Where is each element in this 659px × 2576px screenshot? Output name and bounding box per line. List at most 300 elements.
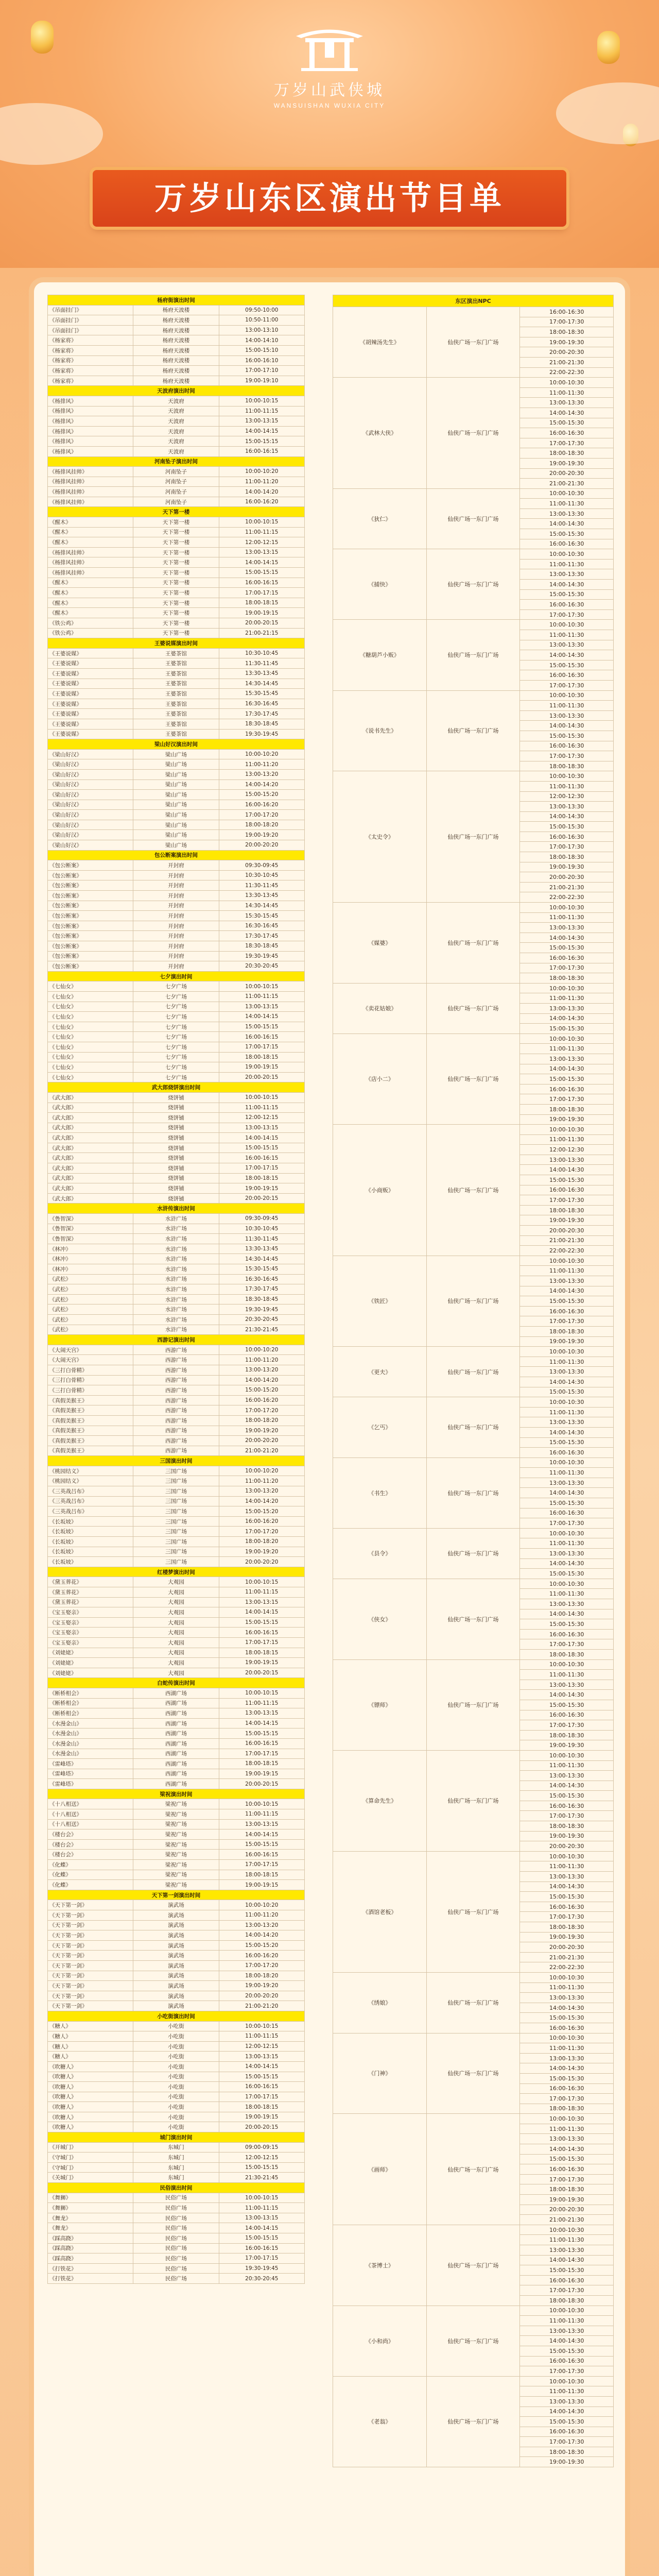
show-time: 10:00-10:20 <box>219 749 304 759</box>
table-row <box>48 1749 305 1759</box>
show-time: 15:00-15:15 <box>219 2233 304 2244</box>
venue: 演武场 <box>133 1951 219 1961</box>
npc-time: 18:00-18:30 <box>520 2295 614 2306</box>
venue: 杨府天波楼 <box>133 355 219 366</box>
npc-time: 15:00-15:30 <box>520 1791 614 1801</box>
npc-name: 《酒馆老板》 <box>333 1851 427 1972</box>
venue: 西游广场 <box>133 1436 219 1446</box>
section-title: 河南坠子演出时间 <box>48 456 305 467</box>
show-time: 12:00-12:15 <box>219 2153 304 2163</box>
npc-location: 仙侠广场一东门广场 <box>426 1972 520 2033</box>
show-name: 《醒木》 <box>48 598 133 608</box>
show-time: 10:00-10:20 <box>219 1345 304 1355</box>
show-name: 《七仙女》 <box>48 1012 133 1022</box>
npc-time: 17:00-17:30 <box>520 1811 614 1821</box>
venue: 天下第一楼 <box>133 588 219 598</box>
table-row <box>333 983 614 993</box>
venue: 小吃街 <box>133 2041 219 2052</box>
section-header <box>48 2011 305 2021</box>
table-row <box>48 1860 305 1870</box>
venue: 西游广场 <box>133 1395 219 1405</box>
show-name: 《醒木》 <box>48 608 133 618</box>
schedule-panel <box>34 282 625 2576</box>
npc-time: 11:00-11:30 <box>520 1589 614 1599</box>
show-time: 13:00-13:20 <box>219 1486 304 1497</box>
npc-time: 10:00-10:30 <box>520 1397 614 1408</box>
section-header <box>48 1678 305 1688</box>
venue: 七夕广场 <box>133 1002 219 1012</box>
venue: 七夕广场 <box>133 1022 219 1032</box>
npc-name: 《乞丐》 <box>333 1397 427 1458</box>
venue: 小吃街 <box>133 2122 219 2132</box>
npc-time: 19:00-19:30 <box>520 1831 614 1841</box>
venue: 烧饼铺 <box>133 1113 219 1123</box>
show-time: 09:00-09:15 <box>219 2142 304 2153</box>
lantern-icon <box>597 31 620 64</box>
section-header <box>48 638 305 649</box>
venue: 演武场 <box>133 1981 219 1991</box>
show-name: 《王婆说媒》 <box>48 658 133 669</box>
venue: 烧饼铺 <box>133 1123 219 1133</box>
table-row <box>48 527 305 537</box>
npc-time: 15:00-15:30 <box>520 2013 614 2023</box>
show-name: 《武大郎》 <box>48 1103 133 1113</box>
npc-time: 13:00-13:30 <box>520 398 614 408</box>
npc-time: 10:00-10:30 <box>520 488 614 499</box>
table-row <box>48 981 305 992</box>
table-row <box>48 517 305 528</box>
show-time: 19:00-19:15 <box>219 1658 304 1668</box>
npc-time: 16:00-16:30 <box>520 670 614 681</box>
show-name: 《吹糖人》 <box>48 2112 133 2122</box>
venue: 演武场 <box>133 2001 219 2011</box>
venue: 三国广场 <box>133 1537 219 1547</box>
table-row <box>48 2082 305 2092</box>
npc-name: 《太史令》 <box>333 771 427 903</box>
npc-time: 15:00-15:30 <box>520 1437 614 1448</box>
table-row <box>48 1516 305 1527</box>
show-time: 11:00-11:15 <box>219 2203 304 2213</box>
table-row <box>48 598 305 608</box>
show-time: 17:00-17:15 <box>219 1637 304 1648</box>
show-name: 《长坂坡》 <box>48 1547 133 1557</box>
show-time: 10:00-10:15 <box>219 1577 304 1587</box>
show-name: 《杨排风》 <box>48 436 133 447</box>
show-time: 20:00-20:15 <box>219 2122 304 2132</box>
show-time: 10:00-10:20 <box>219 1900 304 1910</box>
npc-time: 13:00-13:30 <box>520 802 614 812</box>
show-time: 11:00-11:15 <box>219 1587 304 1598</box>
show-time: 11:00-11:15 <box>219 991 304 1002</box>
venue: 东城门 <box>133 2173 219 2183</box>
show-name: 《三打白骨精》 <box>48 1385 133 1396</box>
show-time: 11:00-11:15 <box>219 1103 304 1113</box>
venue: 西游广场 <box>133 1385 219 1396</box>
npc-time: 17:00-17:30 <box>520 680 614 690</box>
npc-time: 14:00-14:30 <box>520 811 614 822</box>
npc-name: 《小和尚》 <box>333 2306 427 2376</box>
npc-name: 《绣娘》 <box>333 1972 427 2033</box>
npc-time: 18:00-18:30 <box>520 1821 614 1832</box>
table-row <box>48 719 305 729</box>
section-title: 包公断案演出时间 <box>48 850 305 860</box>
table-row <box>48 1012 305 1022</box>
show-name: 《杨排风挂帅》 <box>48 557 133 568</box>
npc-time: 18:00-18:30 <box>520 1205 614 1215</box>
table-row <box>48 1183 305 1194</box>
show-time: 11:00-11:20 <box>219 759 304 770</box>
show-time: 15:00-15:15 <box>219 1617 304 1628</box>
npc-time: 15:00-15:30 <box>520 2417 614 2427</box>
venue: 烧饼铺 <box>133 1133 219 1143</box>
npc-time: 11:00-11:30 <box>520 387 614 398</box>
logo <box>216 21 443 124</box>
npc-time: 15:00-15:30 <box>520 1619 614 1630</box>
npc-time: 15:00-15:30 <box>520 2265 614 2276</box>
show-name: 《武松》 <box>48 1314 133 1325</box>
show-name: 《王婆说媒》 <box>48 699 133 709</box>
npc-time: 10:00-10:30 <box>520 1256 614 1266</box>
show-name: 《武松》 <box>48 1325 133 1335</box>
show-time: 10:00-10:15 <box>219 1688 304 1698</box>
venue: 杨府天波楼 <box>133 325 219 335</box>
table-row <box>48 2173 305 2183</box>
npc-time: 14:00-14:30 <box>520 2063 614 2074</box>
table-row <box>48 2263 305 2274</box>
table-row <box>48 699 305 709</box>
show-name: 《包公断案》 <box>48 941 133 952</box>
table-row <box>48 1395 305 1405</box>
table-row <box>48 901 305 911</box>
npc-time: 15:00-15:30 <box>520 2154 614 2164</box>
show-time: 17:00-17:15 <box>219 1163 304 1174</box>
venue: 水浒广场 <box>133 1325 219 1335</box>
venue: 大观园 <box>133 1587 219 1598</box>
table-row <box>48 1779 305 1789</box>
npc-time: 15:00-15:30 <box>520 1175 614 1185</box>
npc-time: 20:00-20:30 <box>520 1226 614 1236</box>
npc-time: 18:00-18:30 <box>520 448 614 459</box>
table-row <box>48 1052 305 1062</box>
venue: 三国广场 <box>133 1486 219 1497</box>
show-name: 《宝玉娶亲》 <box>48 1637 133 1648</box>
table-row <box>48 366 305 376</box>
npc-time: 14:00-14:30 <box>520 1286 614 1296</box>
npc-name: 《镖师》 <box>333 1659 427 1750</box>
show-time: 16:30-16:45 <box>219 921 304 931</box>
show-name: 《桃园结义》 <box>48 1466 133 1476</box>
npc-time: 21:00-21:30 <box>520 479 614 489</box>
npc-time: 22:00-22:30 <box>520 1962 614 1973</box>
venue: 西湖广场 <box>133 1718 219 1728</box>
table-row <box>48 759 305 770</box>
show-time: 17:00-17:15 <box>219 588 304 598</box>
show-name: 《梁山好汉》 <box>48 779 133 790</box>
table-row <box>48 1799 305 1809</box>
venue: 烧饼铺 <box>133 1092 219 1103</box>
show-name: 《糖人》 <box>48 2052 133 2062</box>
show-name: 《打铁花》 <box>48 2263 133 2274</box>
npc-time: 13:00-13:30 <box>520 2053 614 2063</box>
venue: 水浒广场 <box>133 1214 219 1224</box>
table-row <box>48 1466 305 1476</box>
venue: 民俗广场 <box>133 2243 219 2253</box>
show-time: 11:00-11:15 <box>219 2031 304 2042</box>
show-time: 16:00-16:15 <box>219 1628 304 1638</box>
table-row <box>48 1981 305 1991</box>
npc-name: 《武林大侠》 <box>333 378 427 489</box>
table-row <box>48 547 305 557</box>
table-row <box>333 903 614 913</box>
lantern-icon <box>31 21 54 54</box>
venue: 梁山广场 <box>133 790 219 800</box>
show-name: 《吹糖人》 <box>48 2072 133 2082</box>
show-time: 14:00-14:20 <box>219 1496 304 1506</box>
show-name: 《武大郎》 <box>48 1113 133 1123</box>
show-name: 《雷峰塔》 <box>48 1759 133 1769</box>
npc-header-row <box>333 295 614 307</box>
npc-time: 15:00-15:30 <box>520 2073 614 2083</box>
table-row <box>48 2102 305 2112</box>
show-time: 15:00-15:15 <box>219 1839 304 1850</box>
npc-name: 《狄仁》 <box>333 488 427 549</box>
npc-time: 21:00-21:30 <box>520 882 614 892</box>
show-name: 《天下第一剑》 <box>48 1910 133 1921</box>
table-row <box>48 1557 305 1567</box>
venue: 天下第一楼 <box>133 618 219 629</box>
npc-time: 14:00-14:30 <box>520 1882 614 1892</box>
show-name: 《吊面挂门》 <box>48 305 133 315</box>
table-row <box>333 1458 614 1468</box>
npc-time: 14:00-14:30 <box>520 1488 614 1498</box>
table-row <box>48 921 305 931</box>
venue: 西游广场 <box>133 1345 219 1355</box>
table-row <box>48 1123 305 1133</box>
show-name: 《水漫金山》 <box>48 1718 133 1728</box>
show-time: 10:00-10:20 <box>219 1466 304 1476</box>
npc-time: 17:00-17:30 <box>520 1518 614 1529</box>
show-name: 《三打白骨精》 <box>48 1365 133 1375</box>
show-time: 09:50-10:00 <box>219 305 304 315</box>
npc-time: 10:00-10:30 <box>520 771 614 782</box>
venue: 水浒广场 <box>133 1304 219 1315</box>
npc-time: 14:00-14:30 <box>520 2255 614 2265</box>
show-time: 14:00-14:15 <box>219 1829 304 1840</box>
show-name: 《杨排风》 <box>48 396 133 406</box>
show-time: 19:00-19:15 <box>219 1880 304 1890</box>
show-name: 《七仙女》 <box>48 1002 133 1012</box>
npc-time: 11:00-11:30 <box>520 2043 614 2054</box>
venue: 七夕广场 <box>133 1032 219 1042</box>
show-time: 13:00-13:15 <box>219 2052 304 2062</box>
show-name: 《包公断案》 <box>48 860 133 871</box>
npc-time: 17:00-17:30 <box>520 2366 614 2377</box>
npc-time: 16:00-16:30 <box>520 1448 614 1458</box>
table-row <box>333 2376 614 2386</box>
venue: 演武场 <box>133 1920 219 1930</box>
npc-time: 15:00-15:30 <box>520 529 614 539</box>
venue: 王婆茶馆 <box>133 668 219 679</box>
show-name: 《包公断案》 <box>48 961 133 972</box>
show-name: 《吹糖人》 <box>48 2092 133 2102</box>
show-name: 《武大郎》 <box>48 1173 133 1183</box>
table-row <box>48 810 305 820</box>
table-row <box>48 2142 305 2153</box>
table-row <box>48 1476 305 1486</box>
venue: 水浒广场 <box>133 1274 219 1284</box>
table-row <box>48 1113 305 1123</box>
show-name: 《武大郎》 <box>48 1153 133 1163</box>
venue: 西湖广场 <box>133 1698 219 1708</box>
show-name: 《林冲》 <box>48 1254 133 1264</box>
section-header <box>48 456 305 467</box>
npc-time: 11:00-11:30 <box>520 1538 614 1549</box>
venue: 七夕广场 <box>133 1012 219 1022</box>
venue: 水浒广场 <box>133 1264 219 1275</box>
show-time: 20:00-20:15 <box>219 1668 304 1678</box>
table-row <box>48 820 305 830</box>
venue: 西湖广场 <box>133 1749 219 1759</box>
section-header <box>48 1890 305 1900</box>
show-time: 19:30-19:45 <box>219 729 304 739</box>
show-time: 11:00-11:20 <box>219 1476 304 1486</box>
npc-time: 14:00-14:30 <box>520 650 614 660</box>
npc-time: 13:00-13:30 <box>520 1993 614 2003</box>
table-row <box>48 2031 305 2042</box>
show-name: 《天下第一剑》 <box>48 1920 133 1930</box>
show-time: 20:00-20:20 <box>219 1991 304 2001</box>
npc-location: 仙侠广场一东门广场 <box>426 1750 520 1851</box>
show-time: 18:00-18:20 <box>219 1537 304 1547</box>
venue: 王婆茶馆 <box>133 648 219 658</box>
show-time: 13:00-13:15 <box>219 1597 304 1607</box>
table-row <box>48 1375 305 1385</box>
table-row <box>48 1092 305 1103</box>
npc-time: 17:00-17:30 <box>520 1316 614 1327</box>
npc-time: 21:00-21:30 <box>520 2215 614 2225</box>
npc-time: 15:00-15:30 <box>520 1296 614 1307</box>
table-row <box>48 769 305 779</box>
npc-time: 15:00-15:30 <box>520 1700 614 1710</box>
table-row <box>48 1900 305 1910</box>
show-name: 《糖人》 <box>48 2031 133 2042</box>
show-time: 14:00-14:10 <box>219 335 304 346</box>
show-time: 17:00-17:15 <box>219 1749 304 1759</box>
venue: 天下第一楼 <box>133 598 219 608</box>
table-row <box>48 1829 305 1840</box>
venue: 七夕广场 <box>133 1042 219 1052</box>
show-time: 16:00-16:15 <box>219 1850 304 1860</box>
show-time: 19:00-19:20 <box>219 1981 304 1991</box>
show-time: 20:00-20:20 <box>219 840 304 851</box>
logo-name: 万岁山武侠城 <box>274 81 385 99</box>
table-row <box>48 376 305 386</box>
show-time: 11:00-11:15 <box>219 527 304 537</box>
show-name: 《水漫金山》 <box>48 1728 133 1739</box>
npc-name: 《更夫》 <box>333 1347 427 1397</box>
npc-time: 13:00-13:30 <box>520 1771 614 1781</box>
show-name: 《黛玉葬花》 <box>48 1597 133 1607</box>
venue: 三国广场 <box>133 1466 219 1476</box>
show-name: 《武大郎》 <box>48 1143 133 1153</box>
npc-time: 13:00-13:30 <box>520 710 614 721</box>
show-name: 《杨家将》 <box>48 366 133 376</box>
show-name: 《梁山好汉》 <box>48 769 133 779</box>
npc-time: 11:00-11:30 <box>520 993 614 1004</box>
venue: 杨府天波楼 <box>133 305 219 315</box>
show-time: 10:00-10:15 <box>219 2193 304 2203</box>
show-time: 14:30-14:45 <box>219 679 304 689</box>
npc-time: 22:00-22:30 <box>520 367 614 378</box>
show-name: 《踩高跷》 <box>48 2243 133 2253</box>
npc-time: 13:00-13:30 <box>520 1478 614 1488</box>
show-name: 《七仙女》 <box>48 1022 133 1032</box>
venue: 天波府 <box>133 426 219 436</box>
venue: 天下第一楼 <box>133 557 219 568</box>
venue: 大观园 <box>133 1658 219 1668</box>
venue: 演武场 <box>133 1940 219 1951</box>
show-time: 14:00-14:20 <box>219 779 304 790</box>
npc-name: 《茶博士》 <box>333 2225 427 2306</box>
npc-time: 11:00-11:30 <box>520 2235 614 2245</box>
table-row <box>48 2122 305 2132</box>
npc-header: 东区演出NPC <box>333 295 614 307</box>
npc-time: 11:00-11:30 <box>520 1044 614 1054</box>
table-row <box>48 608 305 618</box>
section-title: 天下第一剑演出时间 <box>48 1890 305 1900</box>
table-row <box>48 1809 305 1820</box>
show-time: 20:00-20:15 <box>219 1072 304 1082</box>
table-row <box>333 620 614 630</box>
show-name: 《长坂坡》 <box>48 1516 133 1527</box>
show-name: 《真假美猴王》 <box>48 1426 133 1436</box>
right-schedule <box>333 295 614 2576</box>
npc-time: 11:00-11:30 <box>520 1982 614 1993</box>
npc-time: 19:00-19:30 <box>520 458 614 468</box>
show-name: 《林冲》 <box>48 1244 133 1254</box>
show-name: 《杨排风挂帅》 <box>48 547 133 557</box>
venue: 西游广场 <box>133 1405 219 1416</box>
venue: 开封府 <box>133 921 219 931</box>
show-name: 《真假美猴王》 <box>48 1446 133 1456</box>
table-row <box>48 1163 305 1174</box>
show-time: 15:00-15:15 <box>219 1143 304 1153</box>
table-row <box>48 1284 305 1295</box>
table-row <box>48 891 305 901</box>
table-row <box>48 1668 305 1678</box>
show-time: 10:30-10:45 <box>219 648 304 658</box>
section-header <box>48 850 305 860</box>
npc-time: 16:00-16:30 <box>520 2164 614 2175</box>
show-time: 20:00-20:20 <box>219 1557 304 1567</box>
table-row <box>48 1648 305 1658</box>
npc-time: 10:00-10:30 <box>520 690 614 701</box>
npc-location: 仙侠广场一东门广场 <box>426 1256 520 1346</box>
npc-name: 《铁匠》 <box>333 1256 427 1346</box>
npc-time: 22:00-22:30 <box>520 892 614 903</box>
table-row <box>48 537 305 548</box>
venue: 大观园 <box>133 1617 219 1628</box>
venue: 天波府 <box>133 446 219 456</box>
npc-time: 19:00-19:30 <box>520 1336 614 1347</box>
venue: 梁祝广场 <box>133 1809 219 1820</box>
npc-time: 10:00-10:30 <box>520 2033 614 2043</box>
table-row <box>48 1234 305 1244</box>
table-row <box>48 487 305 497</box>
table-row <box>48 1951 305 1961</box>
venue: 水浒广场 <box>133 1284 219 1295</box>
venue: 王婆茶馆 <box>133 729 219 739</box>
